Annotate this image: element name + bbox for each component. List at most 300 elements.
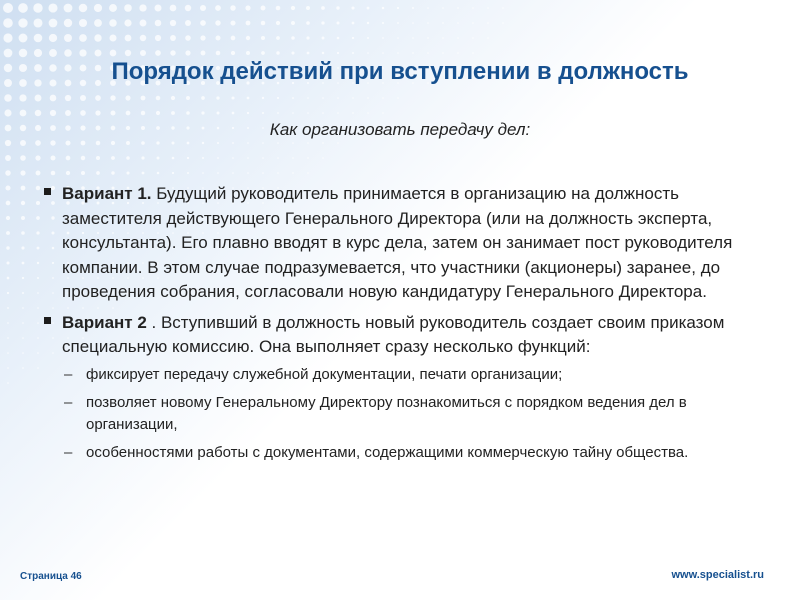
decorative-dot <box>155 20 162 27</box>
decorative-dot <box>170 20 176 26</box>
decorative-dot <box>277 172 279 174</box>
decorative-dot <box>94 4 102 12</box>
decorative-dot <box>412 22 414 24</box>
decorative-dot <box>247 112 249 114</box>
decorative-dot <box>292 157 294 159</box>
function-item-text: позволяет новому Генеральному Директору познакомиться с порядком ведения дел в организации, <box>86 394 687 433</box>
decorative-dot <box>217 172 219 174</box>
decorative-dot <box>140 35 147 42</box>
decorative-dot <box>306 6 310 10</box>
decorative-dot <box>5 170 11 176</box>
decorative-dot <box>276 51 279 54</box>
decorative-dot <box>170 50 175 55</box>
decorative-dot <box>50 140 55 145</box>
decorative-dot <box>367 112 369 114</box>
decorative-dot <box>185 35 191 41</box>
decorative-dot <box>502 22 504 24</box>
decorative-dot <box>50 110 56 116</box>
decorative-dot <box>322 52 324 54</box>
decorative-dot <box>171 96 175 100</box>
decorative-dot <box>7 322 9 324</box>
decorative-dot <box>232 172 234 174</box>
decorative-dot <box>81 156 85 160</box>
decorative-dot <box>22 352 24 354</box>
decorative-dot <box>7 367 9 369</box>
decorative-dot <box>94 34 101 41</box>
decorative-dot <box>124 4 132 12</box>
decorative-dot <box>125 35 132 42</box>
decorative-dot <box>7 382 9 384</box>
decorative-dot <box>322 37 325 40</box>
decorative-dot <box>367 7 370 10</box>
variant-1-label: Вариант 1. <box>62 184 152 203</box>
decorative-dot <box>200 20 206 26</box>
decorative-dot <box>367 37 369 39</box>
decorative-dot <box>200 35 205 40</box>
decorative-dot <box>292 97 294 99</box>
decorative-dot <box>64 4 73 13</box>
decorative-dot <box>337 142 339 144</box>
function-item <box>62 364 764 386</box>
decorative-dot <box>21 216 25 220</box>
decorative-dot <box>291 51 294 54</box>
decorative-dot <box>172 157 175 160</box>
decorative-dot <box>49 19 58 28</box>
square-bullet-icon <box>44 188 51 195</box>
decorative-dot <box>306 21 310 25</box>
decorative-dot <box>397 97 399 99</box>
function-item-text: особенностями работы с документами, содержащими коммерческую тайну общества. <box>86 444 689 461</box>
decorative-dot <box>156 111 160 115</box>
decorative-dot <box>337 112 339 114</box>
decorative-dot <box>79 49 86 56</box>
decorative-dot <box>217 112 220 115</box>
decorative-dot <box>65 95 71 101</box>
decorative-dot <box>202 172 204 174</box>
variant-2-label: Вариант 2 <box>62 312 147 332</box>
decorative-dot <box>22 292 24 294</box>
decorative-dot <box>126 141 130 145</box>
decorative-dot <box>216 36 221 41</box>
decorative-dot <box>246 36 250 40</box>
decorative-dot <box>139 4 146 11</box>
decorative-dot <box>170 5 177 12</box>
decorative-dot <box>337 37 340 40</box>
slide-title: Порядок действий при вступлении в должность <box>111 58 689 85</box>
variant-2-text: . Вступивший в должность новый руководитель создает своим приказом специальную комиссию. Она выполняет сразу несколько функций: <box>62 312 725 356</box>
decorative-dot <box>187 142 190 145</box>
decorative-dot <box>124 19 131 26</box>
decorative-dot <box>217 142 219 144</box>
decorative-dot <box>245 5 250 10</box>
decorative-dot <box>277 142 279 144</box>
decorative-dot <box>382 7 385 10</box>
decorative-dot <box>277 157 279 159</box>
slide-content <box>44 182 764 471</box>
decorative-dot <box>412 37 414 39</box>
decorative-dot <box>336 6 339 9</box>
decorative-dot <box>337 52 339 54</box>
decorative-dot <box>412 52 414 54</box>
decorative-dot <box>126 171 129 174</box>
decorative-dot <box>216 96 219 99</box>
decorative-dot <box>79 4 88 13</box>
decorative-dot <box>247 97 250 100</box>
decorative-dot <box>157 172 160 175</box>
decorative-dot <box>246 51 250 55</box>
decorative-dot <box>457 7 459 9</box>
decorative-dot <box>33 3 42 12</box>
decorative-dot <box>20 170 25 175</box>
decorative-dot <box>81 141 86 146</box>
decorative-dot <box>231 96 234 99</box>
decorative-dot <box>321 21 324 24</box>
decorative-dot <box>232 157 234 159</box>
decorative-dot <box>126 156 130 160</box>
decorative-dot <box>457 52 459 54</box>
decorative-dot <box>37 247 40 250</box>
decorative-dot <box>472 7 474 9</box>
decorative-dot <box>34 49 42 57</box>
decorative-dot <box>37 352 39 354</box>
decorative-dot <box>352 97 354 99</box>
decorative-dot <box>261 51 265 55</box>
decorative-dot <box>80 110 86 116</box>
decorative-dot <box>36 171 41 176</box>
decorative-dot <box>215 20 220 25</box>
page-number: 46 <box>70 571 82 582</box>
decorative-dot <box>502 7 504 9</box>
decorative-dot <box>262 142 264 144</box>
decorative-dot <box>202 157 204 159</box>
decorative-dot <box>247 157 249 159</box>
decorative-dot <box>201 96 205 100</box>
decorative-dot <box>291 6 295 10</box>
decorative-dot <box>232 112 235 115</box>
decorative-dot <box>322 97 324 99</box>
decorative-dot <box>110 95 115 100</box>
decorative-dot <box>6 216 10 220</box>
decorative-dot <box>3 33 12 42</box>
decorative-dot <box>247 142 249 144</box>
decorative-dot <box>276 21 280 25</box>
decorative-dot <box>292 112 294 114</box>
decorative-dot <box>19 94 26 101</box>
decorative-dot <box>51 171 56 176</box>
decorative-dot <box>20 140 26 146</box>
decorative-dot <box>37 292 39 294</box>
decorative-dot <box>19 34 28 43</box>
decorative-dot <box>201 111 204 114</box>
decorative-dot <box>230 20 235 25</box>
decorative-dot <box>6 261 9 264</box>
decorative-dot <box>126 111 131 116</box>
decorative-dot <box>35 140 41 146</box>
decorative-dot <box>21 186 26 191</box>
page-footer <box>20 571 82 582</box>
decorative-dot <box>472 52 474 54</box>
decorative-dot <box>6 231 10 235</box>
decorative-dot <box>141 156 144 159</box>
decorative-dot <box>19 49 27 57</box>
decorative-dot <box>64 49 72 57</box>
decorative-dot <box>96 171 100 175</box>
decorative-dot <box>262 172 264 174</box>
decorative-dot <box>442 52 444 54</box>
decorative-dot <box>442 37 444 39</box>
decorative-dot <box>21 246 24 249</box>
decorative-dot <box>201 51 206 56</box>
decorative-dot <box>367 52 369 54</box>
decorative-dot <box>109 4 117 12</box>
decorative-dot <box>336 21 339 24</box>
decorative-dot <box>427 7 429 9</box>
decorative-dot <box>382 22 384 24</box>
decorative-dot <box>397 37 399 39</box>
variant-2-bullet <box>44 311 764 464</box>
decorative-dot <box>442 7 444 9</box>
decorative-dot <box>185 20 191 26</box>
decorative-dot <box>65 140 70 145</box>
decorative-dot <box>141 111 145 115</box>
decorative-dot <box>6 246 9 249</box>
decorative-dot <box>276 6 281 11</box>
decorative-dot <box>382 112 384 114</box>
decorative-dot <box>4 49 13 58</box>
decorative-dot <box>20 155 26 161</box>
decorative-dot <box>247 172 249 174</box>
decorative-dot <box>37 277 39 279</box>
function-item-text: фиксирует передачу служебной документации, печати организации; <box>86 365 563 383</box>
decorative-dot <box>37 322 39 324</box>
decorative-dot <box>111 141 115 145</box>
decorative-dot <box>367 97 369 99</box>
decorative-dot <box>156 141 159 144</box>
variant-1-bullet <box>44 182 764 305</box>
decorative-dot <box>155 35 161 41</box>
decorative-dot <box>291 21 295 25</box>
decorative-dot <box>186 111 190 115</box>
decorative-dot <box>157 157 160 160</box>
dash-bullet-icon: – <box>64 444 73 461</box>
decorative-dot <box>22 262 25 265</box>
decorative-dot <box>382 97 384 99</box>
decorative-dot <box>427 52 429 54</box>
decorative-dot <box>337 97 339 99</box>
decorative-dot <box>397 52 399 54</box>
decorative-dot <box>262 157 264 159</box>
decorative-dot <box>397 7 399 9</box>
decorative-dot <box>155 50 161 56</box>
decorative-dot <box>352 37 354 39</box>
decorative-dot <box>6 201 11 206</box>
decorative-dot <box>202 142 204 144</box>
decorative-dot <box>187 172 189 174</box>
decorative-dot <box>35 95 42 102</box>
decorative-dot <box>291 36 295 40</box>
decorative-dot <box>172 172 174 174</box>
decorative-dot <box>307 112 309 114</box>
decorative-dot <box>397 22 399 24</box>
decorative-dot <box>80 95 86 101</box>
decorative-dot <box>48 3 57 12</box>
decorative-dot <box>49 34 57 42</box>
decorative-dot <box>66 171 70 175</box>
page-label: Страница <box>20 571 71 582</box>
decorative-dot <box>95 110 100 115</box>
decorative-dot <box>141 141 145 145</box>
decorative-dot <box>7 277 10 280</box>
functions-list <box>62 364 764 464</box>
decorative-dot <box>187 157 189 159</box>
decorative-dot <box>307 97 309 99</box>
decorative-dot <box>95 95 101 101</box>
decorative-dot <box>200 5 206 11</box>
decorative-dot <box>231 36 236 41</box>
decorative-dot <box>351 6 354 9</box>
website-link[interactable]: www.specialist.ru <box>671 569 764 581</box>
variant-1-text: Будущий руководитель принимается в организацию на должность заместителя действующего Генерального Директора (или на должность эксперта, консультанта). Его плавно вводят в курс дела, затем он занимает пост руководителя компании. В этом случае подразумевается, что участники (акционеры) заранее, до проведения собрания, согласовали новую кандидатуру Генерального Директора. <box>62 184 733 301</box>
decorative-dot <box>66 156 71 161</box>
decorative-dot <box>322 142 324 144</box>
decorative-dot <box>37 337 39 339</box>
decorative-dot <box>186 96 190 100</box>
decorative-dot <box>36 231 39 234</box>
decorative-dot <box>36 201 40 205</box>
decorative-dot <box>50 95 57 102</box>
decorative-dot <box>109 34 116 41</box>
square-bullet-icon <box>44 317 51 324</box>
dash-bullet-icon: – <box>64 365 73 383</box>
decorative-dot <box>4 109 11 116</box>
decorative-dot <box>35 155 40 160</box>
decorative-dot <box>171 111 175 115</box>
decorative-dot <box>36 186 41 191</box>
dash-bullet-icon: – <box>64 394 73 411</box>
decorative-dot <box>111 156 115 160</box>
decorative-dot <box>185 50 190 55</box>
decorative-dot <box>50 155 55 160</box>
decorative-dot <box>20 110 27 117</box>
decorative-dot <box>64 34 72 42</box>
decorative-dot <box>246 21 251 26</box>
slide-subtitle: Как организовать передачу дел: <box>269 120 531 139</box>
decorative-dot <box>7 307 9 309</box>
decorative-dot <box>352 112 354 114</box>
decorative-dot <box>64 19 72 27</box>
decorative-dot <box>156 96 161 101</box>
decorative-dot <box>7 292 9 294</box>
decorative-dot <box>21 231 25 235</box>
decorative-dot <box>5 155 11 161</box>
decorative-dot <box>217 157 219 159</box>
decorative-dot <box>352 52 354 54</box>
decorative-dot <box>49 49 57 57</box>
decorative-dot <box>65 110 71 116</box>
decorative-dot <box>125 95 130 100</box>
decorative-dot <box>141 96 146 101</box>
decorative-dot <box>261 36 265 40</box>
decorative-dot <box>125 50 131 56</box>
decorative-dot <box>22 337 24 339</box>
decorative-dot <box>307 157 309 159</box>
decorative-dot <box>185 5 191 11</box>
decorative-dot <box>79 34 87 42</box>
decorative-dot <box>412 7 414 9</box>
decorative-dot <box>36 216 40 220</box>
decorative-dot <box>307 52 310 55</box>
decorative-dot <box>472 37 474 39</box>
decorative-dot <box>34 34 43 43</box>
decorative-dot <box>261 6 266 11</box>
decorative-dot <box>79 19 87 27</box>
decorative-dot <box>306 36 309 39</box>
decorative-dot <box>140 20 147 27</box>
decorative-dot <box>487 7 489 9</box>
decorative-dot <box>170 35 176 41</box>
decorative-dot <box>4 94 12 102</box>
decorative-dot <box>321 6 325 10</box>
decorative-dot <box>472 22 474 24</box>
decorative-dot <box>322 112 324 114</box>
decorative-dot <box>96 141 101 146</box>
decorative-dot <box>262 97 264 99</box>
decorative-dot <box>277 112 279 114</box>
decorative-dot <box>7 352 9 354</box>
decorative-dot <box>457 37 459 39</box>
decorative-dot <box>7 337 9 339</box>
decorative-dot <box>142 172 145 175</box>
decorative-dot <box>37 367 39 369</box>
decorative-dot <box>215 5 221 11</box>
decorative-dot <box>109 19 117 27</box>
decorative-dot <box>22 277 24 279</box>
decorative-dot <box>232 142 234 144</box>
decorative-dot <box>261 21 266 26</box>
decorative-dot <box>292 142 294 144</box>
decorative-dot <box>216 51 221 56</box>
decorative-dot <box>277 97 279 99</box>
decorative-dot <box>21 201 25 205</box>
function-item <box>62 392 764 435</box>
decorative-dot <box>457 22 459 24</box>
decorative-dot <box>18 3 28 13</box>
function-item <box>62 442 764 464</box>
decorative-dot <box>262 112 264 114</box>
decorative-dot <box>5 140 11 146</box>
decorative-dot <box>5 185 10 190</box>
decorative-dot <box>35 110 42 117</box>
decorative-dot <box>22 367 24 369</box>
decorative-dot <box>442 22 444 24</box>
decorative-dot <box>18 18 27 27</box>
decorative-dot <box>37 307 39 309</box>
decorative-dot <box>110 50 117 57</box>
decorative-dot <box>427 37 429 39</box>
decorative-dot <box>487 22 489 24</box>
decorative-dot <box>111 171 114 174</box>
decorative-dot <box>307 172 309 174</box>
decorative-dot <box>276 36 280 40</box>
decorative-dot <box>110 110 115 115</box>
decorative-dot <box>230 5 236 11</box>
decorative-dot <box>94 19 102 27</box>
decorative-dot <box>22 322 24 324</box>
decorative-dot <box>231 51 235 55</box>
decorative-dot <box>427 22 429 24</box>
decorative-dot <box>487 37 489 39</box>
decorative-dot <box>3 3 13 13</box>
